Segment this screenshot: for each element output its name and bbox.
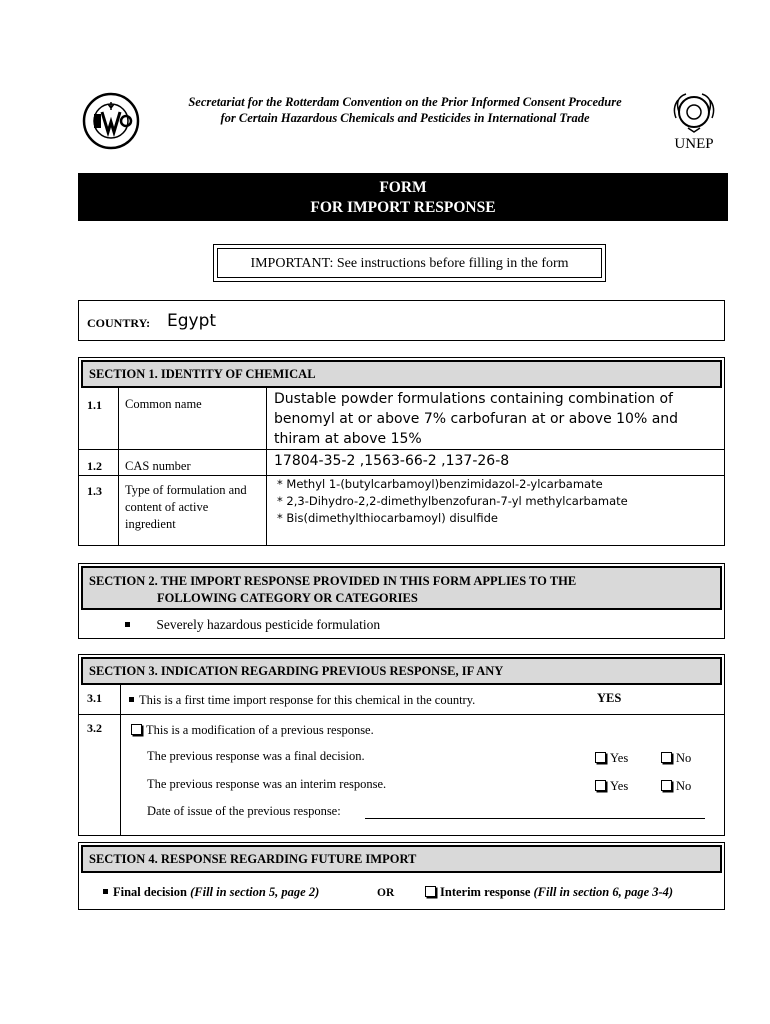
col-divider xyxy=(120,685,121,835)
category-label: Severely hazardous pesticide formulation xyxy=(156,617,381,632)
checkbox-icon xyxy=(595,752,606,763)
section2-heading-line1: SECTION 2. THE IMPORT RESPONSE PROVIDED IN THIS FORM APPLIES TO THE xyxy=(89,574,577,588)
section4-box xyxy=(78,842,725,910)
row-3-1-num: 3.1 xyxy=(87,691,102,705)
interim-response-label: Interim response xyxy=(440,885,531,899)
country-label: COUNTRY: xyxy=(87,316,151,330)
form-title-bar xyxy=(78,173,728,221)
row-divider xyxy=(79,449,724,450)
bullet-icon xyxy=(125,622,130,627)
section2-box xyxy=(78,563,725,639)
no-label: No xyxy=(676,779,692,793)
checkbox-icon xyxy=(425,886,436,897)
row-1-2-label: CAS number xyxy=(125,459,191,473)
section2-heading xyxy=(81,566,722,610)
interim-no-checkbox[interactable] xyxy=(661,779,691,794)
date-label: Date of issue of the previous response: xyxy=(147,804,341,818)
section1-heading: SECTION 1. IDENTITY OF CHEMICAL xyxy=(81,360,722,388)
section2-heading-line2: FOLLOWING CATEGORY OR CATEGORIES xyxy=(157,591,418,605)
form-title-line1: FORM xyxy=(379,179,427,196)
final-no-checkbox[interactable] xyxy=(661,751,691,766)
checked-square-icon xyxy=(103,889,108,894)
header-line2: for Certain Hazardous Chemicals and Pesticides in International Trade xyxy=(220,111,590,125)
formulation-item: * Bis(dimethylthiocarbamoyl) disulfide xyxy=(277,511,498,525)
header-line1: Secretariat for the Rotterdam Convention on the Prior Informed Consent Procedure xyxy=(188,95,622,109)
section3-box xyxy=(78,654,725,836)
section4-heading: SECTION 4. RESPONSE REGARDING FUTURE IMPORT xyxy=(81,845,722,873)
yes-label: Yes xyxy=(610,751,629,765)
no-label: No xyxy=(676,751,692,765)
interim-yes-checkbox[interactable] xyxy=(595,779,628,794)
checkbox-icon xyxy=(131,724,142,735)
first-time-response-text: This is a first time import response for this chemical in the country. xyxy=(139,693,476,707)
or-label: OR xyxy=(377,887,395,899)
interim-response-option[interactable] xyxy=(425,885,673,900)
unep-logo xyxy=(666,88,722,152)
final-decision-text: The previous response was a final decision. xyxy=(147,749,365,763)
modification-checkbox[interactable] xyxy=(131,723,374,738)
header-secretariat-text xyxy=(150,94,660,126)
formulation-item: * 2,3-Dihydro-2,2-dimethylbenzofuran-7-yl methylcarbamate xyxy=(277,494,628,508)
row-1-3-num: 1.3 xyxy=(87,484,102,498)
section3-heading: SECTION 3. INDICATION REGARDING PREVIOUS RESPONSE, IF ANY xyxy=(81,657,722,685)
col-divider xyxy=(266,388,267,545)
col-divider xyxy=(118,388,119,545)
row-1-1-label: Common name xyxy=(125,397,202,411)
first-time-response[interactable] xyxy=(129,693,475,708)
formulation-list[interactable] xyxy=(277,476,628,527)
cas-number-value[interactable]: 17804-35-2 ,1563-66-2 ,137-26-8 xyxy=(274,453,510,469)
checkbox-icon xyxy=(595,780,606,791)
row-divider xyxy=(79,714,724,715)
checked-square-icon xyxy=(129,697,134,702)
interim-response-note: (Fill in section 6, page 3-4) xyxy=(533,885,674,899)
fao-logo xyxy=(82,92,140,150)
important-notice xyxy=(213,244,606,282)
checkbox-icon xyxy=(661,752,672,763)
row-1-3-label: Type of formulation and content of active ingredient xyxy=(125,483,247,531)
formulation-item: * Methyl 1-(butylcarbamoyl)benzimidazol-2-ylcarbamate xyxy=(277,477,603,491)
important-text: IMPORTANT: See instructions before filling in the form xyxy=(217,248,602,278)
final-decision-label: Final decision xyxy=(113,885,187,899)
interim-response-text: The previous response was an interim response. xyxy=(147,777,387,791)
row-1-2-num: 1.2 xyxy=(87,459,102,473)
form-title-line2: FOR IMPORT RESPONSE xyxy=(310,199,496,216)
final-decision-note: (Fill in section 5, page 2) xyxy=(190,885,320,899)
country-box xyxy=(78,300,725,341)
unep-logo-text: UNEP xyxy=(674,136,714,152)
country-value[interactable]: Egypt xyxy=(167,311,217,331)
section1-box xyxy=(78,357,725,546)
modification-text: This is a modification of a previous response. xyxy=(146,723,374,737)
row-1-1-num: 1.1 xyxy=(87,398,102,412)
date-input-line[interactable] xyxy=(365,818,705,819)
yes-label: Yes xyxy=(610,779,629,793)
checkbox-icon xyxy=(661,780,672,791)
common-name-value[interactable]: Dustable powder formulations containing combination of benomyl at or above 7% carbofuran at or above 10% and thiram at above 15% xyxy=(274,391,679,447)
final-yes-checkbox[interactable] xyxy=(595,751,628,766)
final-decision-option[interactable] xyxy=(103,885,319,900)
row-3-2-num: 3.2 xyxy=(87,721,102,735)
first-time-answer: YES xyxy=(597,691,622,705)
category-item[interactable] xyxy=(125,617,380,633)
